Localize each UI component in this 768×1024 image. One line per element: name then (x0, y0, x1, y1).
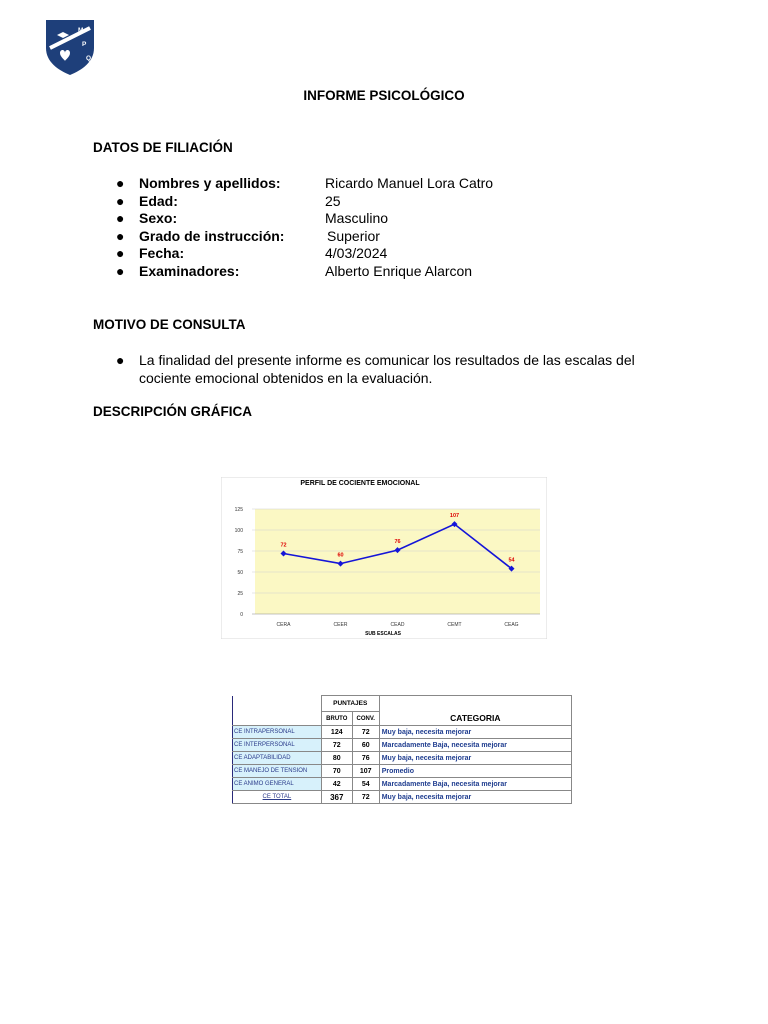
scale-name: CE MANEJO DE TENSION (233, 765, 322, 778)
scale-name: CE INTRAPERSONAL (233, 726, 322, 739)
y-tick-label: 100 (234, 528, 243, 534)
column-header-categoria: CATEGORIA (379, 712, 571, 726)
bullet: ● (116, 193, 125, 209)
table-row (233, 778, 572, 791)
y-tick-label: 75 (237, 549, 243, 555)
table-row (233, 726, 572, 739)
field-value: Superior (327, 228, 380, 244)
motivo-text: La finalidad del presente informe es comunicar los resultados de las escalas del cociente emocional obtenidos en la evaluación. (139, 352, 635, 386)
category-value: Marcadamente Baja, necesita mejorar (379, 778, 571, 791)
field-label: Edad: (139, 193, 178, 209)
section-heading-grafica: DESCRIPCIÓN GRÁFICA (93, 404, 253, 419)
results-table (232, 695, 572, 807)
conv-value: 54 (352, 778, 379, 791)
bullet: ● (116, 352, 125, 368)
bullet: ● (116, 245, 125, 261)
bruto-value: 42 (321, 778, 352, 791)
data-label: 54 (508, 557, 515, 564)
field-value: Alberto Enrique Alarcon (325, 263, 473, 279)
puntajes-header: PUNTAJES (321, 696, 379, 712)
conv-value: 107 (352, 765, 379, 778)
bullet: ● (116, 263, 125, 279)
y-tick-label: 50 (237, 570, 243, 576)
data-label: 72 (280, 542, 287, 549)
total-label: CE TOTAL (233, 791, 322, 804)
x-axis-label: SUB ESCALAS (365, 631, 401, 637)
bruto-value: 72 (321, 739, 352, 752)
category-value: Muy baja, necesita mejorar (379, 752, 571, 765)
table-row (233, 752, 572, 765)
data-label: 107 (449, 513, 460, 520)
bullet: ● (116, 175, 125, 191)
emotional-quotient-chart (221, 477, 547, 639)
y-tick-label: 125 (234, 507, 243, 513)
conv-value: 72 (352, 726, 379, 739)
field-value: 25 (325, 193, 341, 209)
bullet: ● (116, 210, 125, 226)
field-value: Ricardo Manuel Lora Catro (325, 175, 494, 191)
section-heading-filiacion: DATOS DE FILIACIÓN (93, 140, 233, 155)
table-row (233, 739, 572, 752)
scale-name: CE INTERPERSONAL (233, 739, 322, 752)
bullet: ● (116, 228, 125, 244)
field-label: Examinadores: (139, 263, 240, 279)
logo-letter-p: P (82, 41, 87, 48)
y-tick-label: 0 (240, 612, 243, 618)
table-row (233, 765, 572, 778)
bruto-value: 80 (321, 752, 352, 765)
x-tick-label: CEAD (390, 622, 405, 628)
scale-name: CE ADAPTABILIDAD (233, 752, 322, 765)
data-label: 60 (337, 552, 344, 559)
document-title: INFORME PSICOLÓGICO (303, 88, 465, 103)
field-label: Fecha: (139, 245, 185, 261)
total-bruto: 367 (321, 791, 352, 804)
total-conv: 72 (352, 791, 379, 804)
logo-letter-q: Q (86, 55, 92, 62)
plot-area (255, 509, 540, 614)
field-label: Grado de instrucción: (139, 228, 285, 244)
y-tick-label: 25 (237, 591, 243, 597)
school-logo (44, 18, 96, 76)
scale-name: CE ANIMO GENERAL (233, 778, 322, 791)
category-value: Muy baja, necesita mejorar (379, 726, 571, 739)
category-value: Marcadamente Baja, necesita mejorar (379, 739, 571, 752)
field-label: Sexo: (139, 210, 178, 226)
column-header-conv: CONV. (352, 712, 379, 726)
x-tick-label: CEAG (504, 622, 519, 628)
total-category: Muy baja, necesita mejorar (379, 791, 571, 804)
x-tick-label: CERA (276, 622, 291, 628)
conv-value: 60 (352, 739, 379, 752)
field-value: Masculino (325, 210, 389, 226)
field-value: 4/03/2024 (325, 245, 388, 261)
conv-value: 76 (352, 752, 379, 765)
bruto-value: 70 (321, 765, 352, 778)
logo-letter-m: M (78, 27, 84, 34)
table-total-row (233, 791, 572, 804)
bruto-value: 124 (321, 726, 352, 739)
x-tick-label: CEMT (447, 622, 462, 628)
category-value: Promedio (379, 765, 571, 778)
column-header-bruto: BRUTO (321, 712, 352, 726)
data-label: 76 (394, 539, 401, 546)
field-label: Nombres y apellidos: (139, 175, 281, 191)
section-heading-motivo: MOTIVO DE CONSULTA (93, 317, 246, 332)
chart-title: PERFIL DE COCIENTE EMOCIONAL (300, 480, 420, 487)
x-tick-label: CEER (333, 622, 348, 628)
